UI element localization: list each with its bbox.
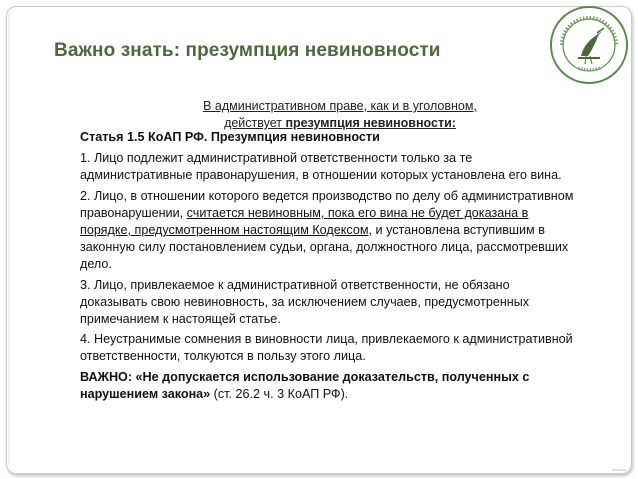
subtitle-line-2-normal: действует [224,116,286,130]
important-note [80,369,580,403]
paragraph-2-end: , и установлена вступившим в законную силу постановлением судьи, органа, должностного лица, рассмотревших дело. [80,223,569,272]
slide-subtitle [150,98,530,132]
paragraph-2 [80,188,580,274]
subtitle-line-1: В административном праве, как и в уголовном, [203,99,477,113]
paragraph-4: 4. Неустранимые сомнения в виновности лица, привлекаемого к административной ответственности, толкуются в пользу этого лица. [80,332,573,364]
article-content [80,129,580,406]
article-heading: Статья 1.5 КоАП РФ. Презумпция невиновности [80,130,380,144]
important-note-reference: (ст. 26.2 ч. 3 КоАП РФ). [210,386,349,401]
left-accent-bar [8,12,10,464]
organization-logo-icon [548,4,630,86]
organization-logo [548,4,630,86]
paragraph-3: 3. Лицо, привлекаемое к административной ответственности, не обязано доказывать свою невиновность, за исключением случаев, предусмотренных примечанием к настоящей статье. [80,277,530,327]
paragraph-2-start: 2. Лицо, в отношении которого ведется производство по делу об административном правонарушении, [80,188,574,220]
slide-footer-mark [612,469,626,471]
subtitle-line-2-bold: презумпция невиновности: [285,116,456,130]
important-note-bold: ВАЖНО: «Не допускается использование доказательств, полученных с нарушением закона» [80,369,530,401]
paragraph-2-underlined: считается невиновным, пока его вина не будет доказана в порядке, предусмотренном настоящим Кодексом [80,205,529,238]
slide-title: Важно знать: презумпция невиновности [54,40,441,61]
paragraph-1: 1. Лицо подлежит административной ответственности только за те административные правонарушения, в отношении которых установлена его вина. [80,151,562,183]
